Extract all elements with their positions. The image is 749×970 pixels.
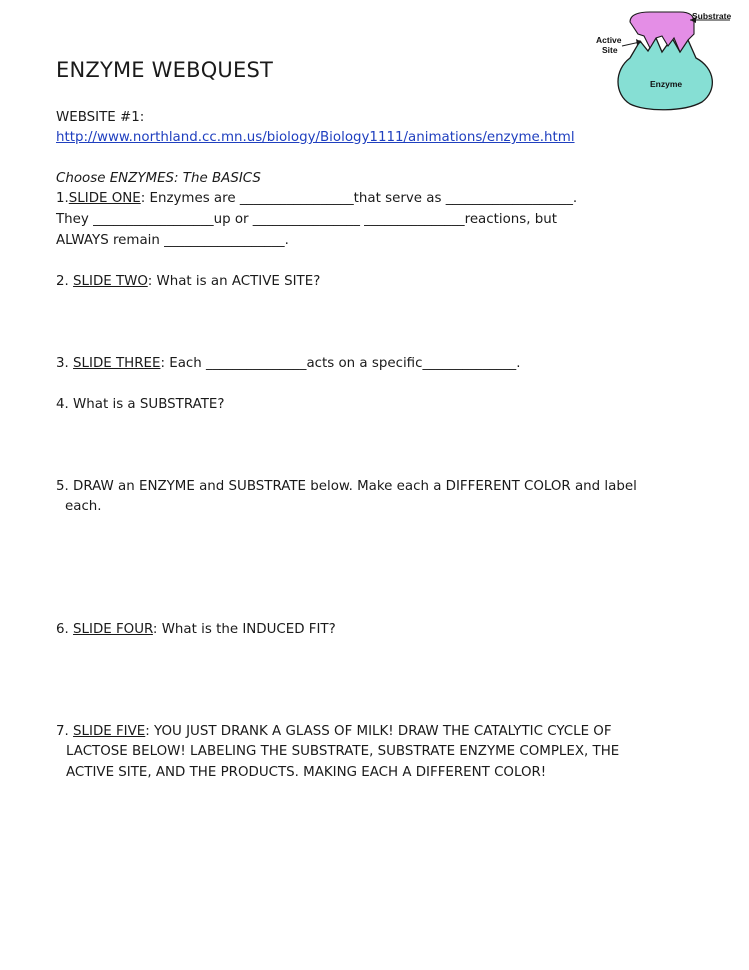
question-6 [56,622,336,637]
site-label: Site [602,45,618,55]
website-label: WEBSITE #1: [56,110,145,125]
question-7-line-1 [56,724,612,739]
q7-text: : YOU JUST DRANK A GLASS OF MILK! DRAW THE CATALYTIC CYCLE OF [145,724,612,739]
question-1-line-3: ALWAYS remain __________________. [56,233,289,248]
website-link[interactable]: http://www.northland.cc.mn.us/biology/Biology1111/animations/enzyme.html [56,130,575,145]
q3-text: : Each _______________acts on a specific______________. [160,356,521,371]
page-title: ENZYME WEBQUEST [56,58,274,82]
question-3 [56,356,520,371]
question-5-line-2: each. [65,499,102,514]
q1-number: 1. [56,191,69,206]
q3-number: 3. [56,356,74,371]
q6-slide: SLIDE FOUR [73,622,153,637]
enzyme-label: Enzyme [650,79,683,89]
question-1-line-2: They __________________up or ________________ _______________reactions, but [56,212,558,227]
question-4: 4. What is a SUBSTRATE? [56,397,225,412]
q2-slide: SLIDE TWO [73,274,148,289]
substrate-label: Substrate [692,11,732,21]
q6-text: : What is the INDUCED FIT? [152,622,336,637]
q2-text: : What is an ACTIVE SITE? [147,274,321,289]
choose-line: Choose ENZYMES: The BASICS [56,171,261,186]
q2-number: 2. [56,274,74,289]
active-label: Active [596,35,622,45]
enzyme-shape [618,38,712,110]
question-5-line-1: 5. DRAW an ENZYME and SUBSTRATE below. Make each a DIFFERENT COLOR and label [56,479,637,494]
q1-slide: SLIDE ONE [68,191,141,206]
q6-number: 6. [56,622,74,637]
q7-slide: SLIDE FIVE [73,724,146,739]
question-1-line-1 [56,191,577,206]
q7-number: 7. [56,724,74,739]
enzyme-substrate-diagram [590,8,742,114]
q1-text: : Enzymes are _________________that serve as ___________________. [140,191,578,206]
question-2 [56,274,320,289]
question-7-line-2: LACTOSE BELOW! LABELING THE SUBSTRATE, SUBSTRATE ENZYME COMPLEX, THE [66,744,620,759]
question-7-line-3: ACTIVE SITE, AND THE PRODUCTS. MAKING EACH A DIFFERENT COLOR! [66,765,547,780]
q3-slide: SLIDE THREE [73,356,161,371]
